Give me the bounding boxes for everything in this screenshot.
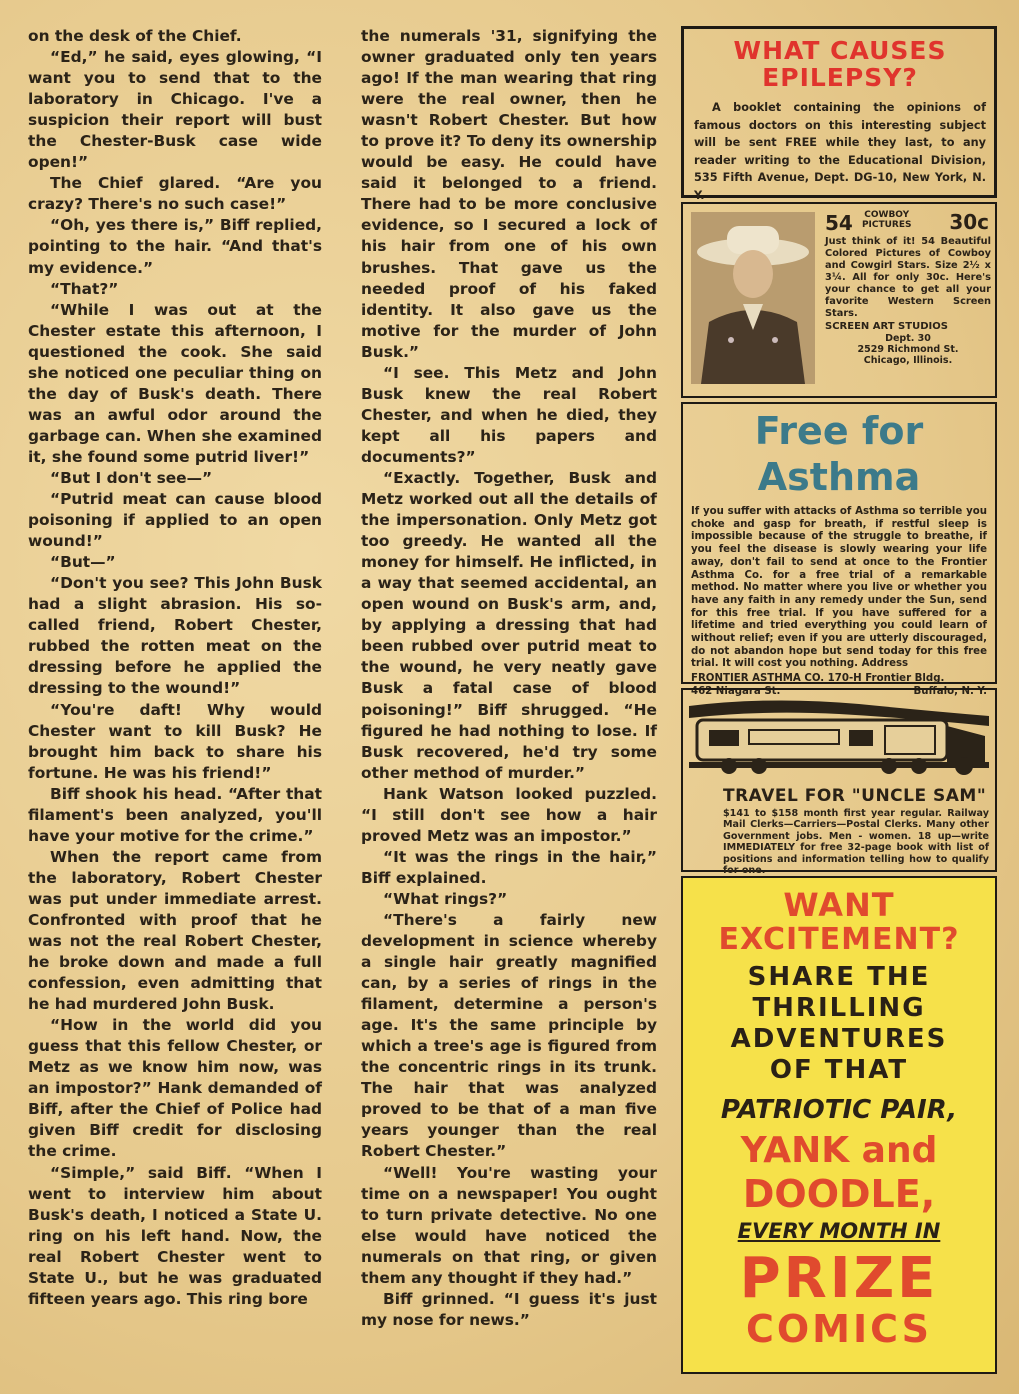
story-paragraph: “How in the world did you guess that this fellow Chester, or Metz as we know him now, was an impostor?” Hank demanded of Biff, after the Chief of Police had given Biff credit for disclosing the crime. xyxy=(28,1016,322,1161)
story-paragraph: “That?” xyxy=(50,279,119,298)
story-paragraph: “But I don't see—” xyxy=(50,468,213,487)
ad-cowboy-dept: Dept. 30 xyxy=(885,333,931,344)
story-paragraph: “But—” xyxy=(50,553,116,572)
story-paragraph: “Ed,” he said, eyes glowing, “I want you to send that to the laboratory in Chicago. I've a suspicion their report will bust the Chester-Busk case wide open!” xyxy=(28,48,322,172)
story-paragraph: “Don't you see? This John Busk had a slight abrasion. His so-called friend, Robert Chester, rubbed the rotten meat on the dressing before he applied the dressing to the wound!” xyxy=(28,574,322,698)
ad-epilepsy-title xyxy=(694,37,986,91)
ad-asthma-address-line2: 462 Niagara St. Buffalo, N. Y. xyxy=(691,686,987,698)
ad-cowboy-label: COWBOY PICTURES xyxy=(861,210,912,230)
story-paragraph: on the desk of the Chief. xyxy=(28,27,242,45)
ad-asthma-address: FRONTIER ASTHMA CO. 170-H Frontier Bldg. xyxy=(691,673,945,685)
prize-line-patriotic: PATRIOTIC PAIR, xyxy=(720,1095,958,1125)
prize-line-every-month: EVERY MONTH IN xyxy=(737,1219,941,1243)
story-paragraph: “It was the rings in the hair,” Biff explained. xyxy=(361,847,657,887)
story-paragraph: Hank Watson looked puzzled. “I still don't see how a hair proved Metz was an impostor.” xyxy=(361,784,657,845)
advertisement-column xyxy=(681,26,997,1374)
story-paragraph: “While I was out at the Chester estate this afternoon, I questioned the cook. She said she noticed one peculiar thing on the day of Busk's death. There was an awful odor around the garbage can. When she examined it, she found some putrid liver!” xyxy=(28,300,322,466)
story-paragraph: “There's a fairly new development in science whereby a single hair greatly magnified can, by a series of rings in the filament, determine a person's age. It's the same principle by which a tree's age is figured from the concentric rings in its trunk. The hair that was analyzed proved to be that of a man five years younger than the real Robert Chester.” xyxy=(361,910,657,1161)
story-paragraph: the numerals '31, signifying the owner graduated only ten years ago! If the man wearing that ring were the real owner, then he wasn't Robert Chester. But how to prove it? To deny its ownership would be easy. He could have said it belonged to a friend. There had to be more conclusive evidence, so I secured a lock of his hair from one of his own brushes. That gave us the needed proof of his faked identity. It also gave us the motive for the murder of John Busk.” xyxy=(361,27,657,361)
cowboy-portrait-image xyxy=(691,212,815,384)
prize-line-yank: YANK and xyxy=(740,1130,938,1171)
ad-epilepsy xyxy=(681,26,997,202)
ad-asthma-title: Free for Asthma xyxy=(754,409,924,499)
story-column-1 xyxy=(28,26,322,1310)
ad-cowboy-price: 30c xyxy=(949,210,989,234)
story-paragraph: “You're daft! Why would Chester want to kill Busk? He brought him back to share his fortune. He was his friend!” xyxy=(28,700,322,782)
story-paragraph: “Putrid meat can cause blood poisoning if applied to an open wound!” xyxy=(28,490,322,551)
ad-asthma-body: If you suffer with attacks of Asthma so terrible you choke and gasp for breath, if restful sleep is impossible because of the struggle to breathe, if you feel the disease is slowly wearing your life away, don't fail to send at once to the Frontier Asthma Co. for a free trial of a remarkable method. No matter where you live or whether you have any faith in any remedy under the Sun, send for this free trial. If you have suffered for a lifetime and tried everything you could learn of without relief; even if you are utterly discouraged, do not abandon hope but send today for this free trial. It will cost you nothing. Address xyxy=(691,506,987,670)
ad-epilepsy-title-line1: WHAT CAUSES xyxy=(733,36,947,65)
ad-cowboy-description: Just think of it! 54 Beautiful Colored Pictures of Cowboy and Cowgirl Stars. Size 2½ x 3¼. All for only 30c. Here's your chance to get all your favorite Western Screen Stars. xyxy=(825,236,991,319)
ad-cowboy-street: 2529 Richmond St. xyxy=(857,344,959,355)
ad-cowboy-pictures xyxy=(681,202,997,398)
ad-epilepsy-body: A booklet containing the opinions of famous doctors on this interesting subject will be sent FREE while they last, to any reader writing to the Educational Division, 535 Fifth Avenue, Dept. DG-10, New York, N. Y. xyxy=(694,101,986,202)
ad-epilepsy-title-line2: EPILEPSY? xyxy=(762,63,918,92)
ad-cowboy-company: SCREEN ART STUDIOS xyxy=(825,321,948,332)
prize-line-doodle: DOODLE, xyxy=(742,1172,936,1216)
story-paragraph: “What rings?” xyxy=(383,889,508,908)
story-paragraph: Biff grinned. “I guess it's just my nose for news.” xyxy=(361,1289,657,1329)
ad-cowboy-city: Chicago, Illinois. xyxy=(863,355,953,366)
ad-cowboy-count: 54 xyxy=(825,211,853,235)
prize-line-comics: COMICS xyxy=(745,1307,933,1351)
ad-uncle-sam xyxy=(681,688,997,877)
prize-line-thrilling: THRILLING xyxy=(752,993,926,1023)
prize-line-share: SHARE THE xyxy=(747,962,931,992)
story-paragraph: The Chief glared. “Are you crazy? There's no such case!” xyxy=(28,174,322,214)
prize-line-prize: PRIZE xyxy=(739,1246,939,1311)
ad-uncle-sam-body: $141 to $158 month first year regular. Railway Mail Clerks—Carriers—Postal Clerks. Many other Government jobs. Men - women. 18 up—write IMMEDIATELY for free 32-page book with list of positions and information telling how to qualify for one. xyxy=(723,808,989,890)
prize-line-of-that: OF THAT xyxy=(769,1055,909,1085)
story-paragraph: Biff shook his head. “After that filament's been analyzed, you'll have your motive for the crime.” xyxy=(28,784,322,845)
story-column-2 xyxy=(361,26,657,1331)
story-paragraph: “Well! You're wasting your time on a newspaper! You ought to turn private detective. No one else would have noticed the numerals on that ring, or given them any thought if they had.” xyxy=(361,1163,657,1287)
story-paragraph: “Oh, yes there is,” Biff replied, pointing to the hair. “And that's my evidence.” xyxy=(28,216,322,277)
story-paragraph: “Exactly. Together, Busk and Metz worked out all the details of the impersonation. Only Metz got too greedy. He wanted all the money for himself. He inflicted, in a way that seemed accidental, an open wound on Busk's arm, and, by applying a dressing that had been rubbed over putrid meat to the wound, he very neatly gave Busk a fatal case of blood poisoning!” Biff shrugged. “He figured he had nothing to lose. If Busk recovered, he'd try some other method of murder.” xyxy=(361,468,657,782)
prize-line-want: WANT xyxy=(783,886,895,924)
prize-line-adventures: ADVENTURES xyxy=(730,1024,948,1054)
story-paragraph: When the report came from the laboratory, Robert Chester was put under immediate arrest. Confronted with proof that he was not the real Robert Chester, he broke down and made a full confession, even admitting that he had murdered John Busk. xyxy=(28,847,322,1014)
ad-asthma xyxy=(681,402,997,698)
story-paragraph: “Simple,” said Biff. “When I went to interview him about Busk's death, I noticed a State U. ring on his left hand. Now, the real Robert Chester went to State U., but he was graduated fifteen years ago. This ring bore xyxy=(28,1163,322,1308)
ad-cowboy-body xyxy=(825,210,991,366)
mail-train-image xyxy=(689,696,989,778)
story-paragraph: “I see. This Metz and John Busk knew the real Robert Chester, and when he died, they kept all his papers and documents?” xyxy=(361,363,657,466)
cowboy-photo xyxy=(691,212,815,384)
ad-prize-comics xyxy=(681,876,997,1374)
ad-uncle-sam-title: TRAVEL FOR "UNCLE SAM" xyxy=(723,786,987,806)
prize-line-excitement: EXCITEMENT? xyxy=(718,922,960,957)
